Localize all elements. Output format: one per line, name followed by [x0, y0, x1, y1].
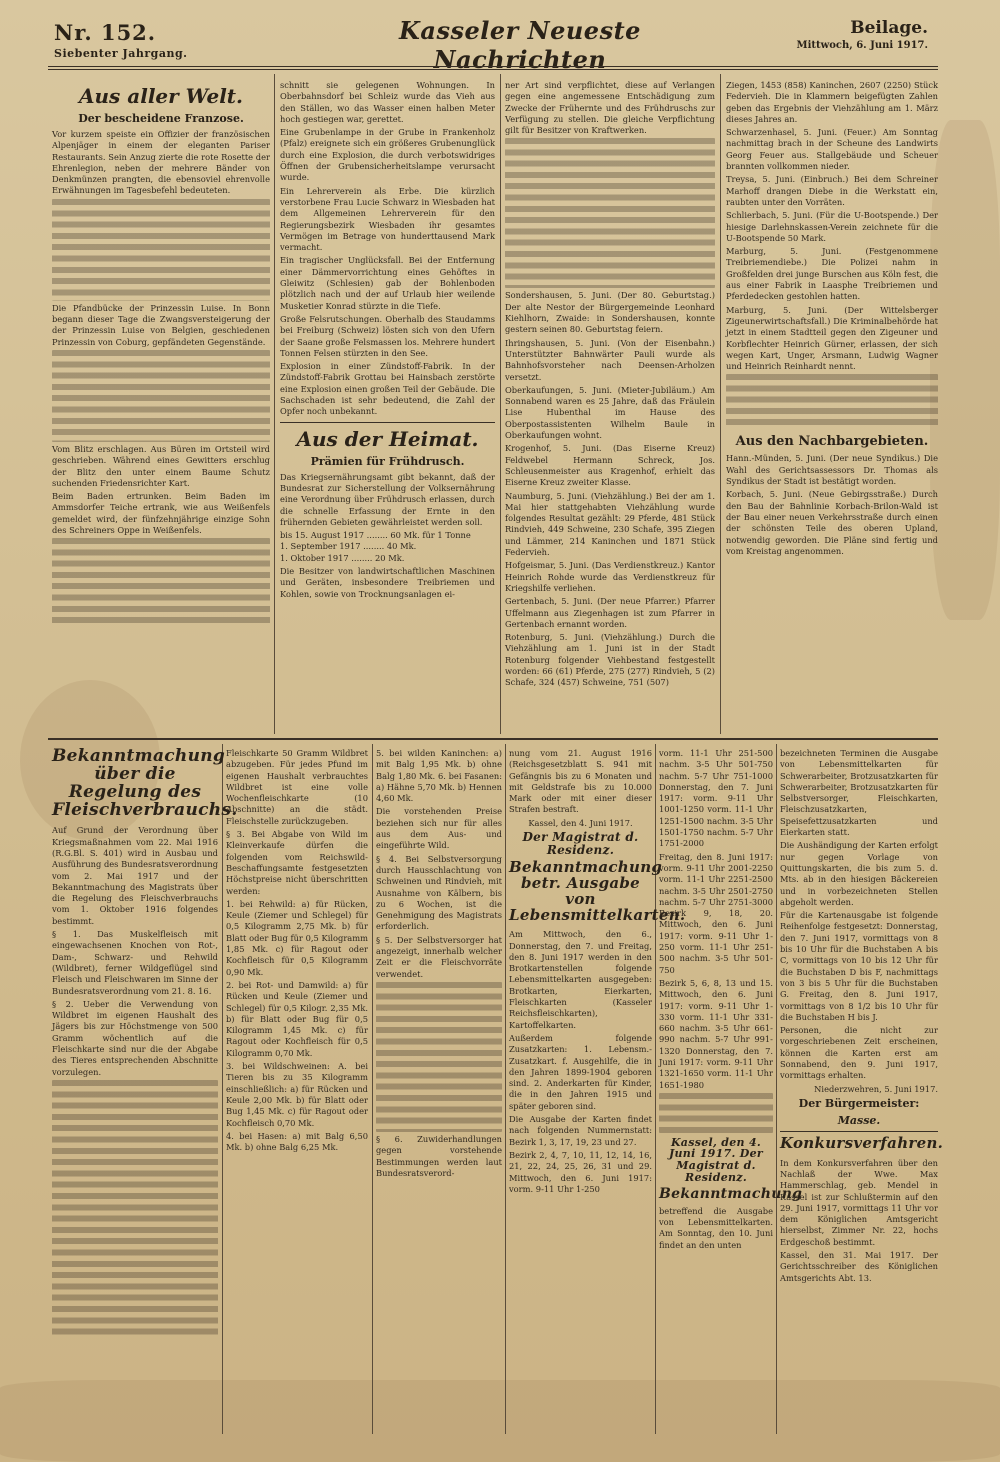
signature: Der Magistrat d. Residenz. [522, 830, 639, 857]
notice-text: § 2. Ueber die Verwendung von Wildbret im eigenen Haushalt des Jägers bis zur Höchstmenge von 500 Gramm wöchentlich auf die Fleischkarte sind nur die der Abgabe des Tieres entsprechenden Abschnitte vorzulegen. [52, 998, 218, 1077]
article-text: Das Kriegsernährungsamt gibt bekannt, daß der Bundesrat zur Sicherstellung der Volksernährung eine Verordnung über Frühdrusch erlassen, durch die schnelle Erfassung der Ernte in den frühernden Gebieten gewährleistet werden soll. [280, 471, 495, 527]
article-text: Ein Lehrerverein als Erbe. Die kürzlich verstorbene Frau Lucie Schwarz in Wiesbaden hat dem Allgemeinen Lehrerverein für den Regierungsbezirk Wiesbaden ihr gesamtes Vermögen im Betrage von hunderttausend Mark vermacht. [280, 185, 495, 253]
notice-date: Niederzwehren, 5. Juni 1917. [814, 1083, 938, 1094]
section-rule [280, 422, 495, 423]
issue-block [54, 20, 187, 60]
notice-text: Die Aushändigung der Karten erfolgt nur gegen Vorlage von Quittungskarten, die bis zum 5. d. Mts. ab in den hiesigen Bäckereien und in vorbezeichneten Stellen abgeholt werden. [780, 840, 938, 907]
article-text: Korbach, 5. Juni. (Neue Gebirgsstraße.) Durch den Bau der Bahnlinie Korbach-Brilon-Wald ist der Bau einer neuen Verkehrsstraße durch einen der schönsten Teile des oberen Upland, notwendig geworden. Die Pläne sind fertig und vom Kreistag angenommen. [726, 489, 938, 556]
notice-text: Für die Kartenausgabe ist folgende Reihenfolge festgesetzt: Donnerstag, den 7. Juni 1917, vormittags von 8 bis 10 Uhr für die Buchstaben A bis C, vormittags von 10 bis 12 Uhr für die Buchstaben D bis F, nachmittags von 3 bis 5 Uhr für die Buchstaben G. Freitag, den 8. Juni 1917, vormittags von 8 1/2 bis 10 Uhr für die Buchstaben H bis J. [780, 910, 938, 1022]
article-text: Eine Grubenlampe in der Grube in Frankenholz (Pfalz) ereignete sich ein größeres Grubenunglück durch eine Explosion, die durch verbotswidriges Öffnen der Grubensicherheitslampe verursacht wurde. [280, 127, 495, 183]
schedule-text: Bezirk 5, 6, 8, 13 und 15. Mittwoch, den 6. Juni 1917: vorm. 9-11 Uhr 1-330 vorm. 11-1 Uhr 331-660 nachm. 3-5 Uhr 661-990 nachm. 5-7 Uhr 991-1320 Donnerstag, den 7. Juni 1917: vorm. 9-11 Uhr 1321-1650 vorm. 11-1 Uhr 1651-1980 [659, 977, 773, 1090]
article-text: Marburg, 5. Juni. (Festgenommene Treibriemendiebe.) Die Polizei nahm in Großfelden drei junge Burschen aus Köln fest, die aus einer Fabrik in Laasphe Treibriemen und Pferdedecken gestohlen hatten. [726, 246, 938, 302]
article-text: Schwarzenhasel, 5. Juni. (Feuer.) Am Sonntag nachmittag brach in der Scheune des Landwirts Georg Feuer aus. Stallgebäude und Scheuer brannten vollkommen nieder. [726, 127, 938, 172]
volume-label: Siebenter Jahrgang. [54, 47, 188, 60]
notice-text: In dem Konkursverfahren über den Nachlaß der Wwe. Max Hammerschlag, geb. Mendel in Kassel ist zur Schlußtermin auf den 29. Juni 1917, vormittags 11 Uhr vor dem Königlichen Amtsgericht hierselbst, Zimmer Nr. 22, hochs Erdgeschoß bestimmt. [780, 1157, 938, 1247]
column-aus-aller-welt [52, 84, 270, 734]
signature: Kassel, den 4. Juni 1917. Der Magistrat d. Residenz. [668, 1135, 763, 1184]
article-text: Große Felsrutschungen. Oberhalb des Staudamms bei Freiburg (Schweiz) lösten sich von den Ufern der Saane große Felsmassen los. Mehrere hundert Tonnen Felsen stürzten in den See. [280, 313, 495, 358]
section-heading: Aus aller Welt. [78, 84, 243, 108]
notice-schedule [659, 748, 803, 1438]
notice-text: Kassel, den 31. Mai 1917. Der Gerichtsschreiber des Königlichen Amtsgerichts Abt. 13. [780, 1250, 938, 1283]
notice-text: Auf Grund der Verordnung über Kriegsmaßnahmen vom 22. Mai 1916 (R.G.Bl. S. 401) wird in Ausbau und Ausführung des Bundesratsverordnung vom 2. Mai 1917 und der Bekanntmachung des Magistrats über die Regelung des Fleischverbrauchs vom 1. Oktober 1916 folgendes bestimmt. [52, 825, 219, 926]
schedule-text: vorm. 11-1 Uhr 251-500 nachm. 3-5 Uhr 501-750 nachm. 5-7 Uhr 751-1000 Donnerstag, den 7. Juni 1917: vorm. 9-11 Uhr 1001-1250 vorm. 11-1 Uhr 1251-1500 nachm. 3-5 Uhr 1501-1750 nachm. 5-7 Uhr 1751-2000 [659, 748, 773, 849]
article-text: Treysa, 5. Juni. (Einbruch.) Bei dem Schreiner Marhoff drangen Diebe in die Werkstatt ein, raubten unter den Vorräten. [726, 174, 938, 207]
notice-date: Kassel, den 4. Juni 1917. [528, 817, 633, 828]
notice-game-prices [376, 748, 502, 1438]
notice-meat-prices [226, 748, 368, 1438]
notice-text: § 1. Das Muskelfleisch mit eingewachsenen Knochen von Rot-, Dam-, Schwarz- und Rehwild (Wildbret), ferner Wildgeflügel sind Fleisch und Fleischwaren im Sinne der Bundesratsverordnung vom 21. 8. 16. [52, 929, 218, 996]
column-news-4 [726, 80, 938, 735]
issue-number: Nr. 152. [54, 20, 157, 45]
signature: Der Bürgermeister: [798, 1096, 920, 1110]
price-list: 5. bei wilden Kaninchen: a) mit Balg 1,95 Mk. b) ohne Balg 1,80 Mk. 6. bei Fasanen: a) Hähne 5,70 Mk. b) Hennen 4,60 Mk. [376, 748, 502, 804]
text-block [505, 138, 715, 288]
column-divider [222, 744, 223, 1434]
price-list: 3. bei Wildschweinen: A. bei Tieren bis zu 35 Kilogramm einschließlich: a) für Rücken und Keule 2,00 Mk. b) für Blatt oder Bug 1,45 Mk. c) für Ragout oder Kochfleisch 0,70 Mk. [226, 1061, 368, 1128]
article-text: Explosion in einer Zündstoff-Fabrik. In der Zündstoff-Fabrik Grottau bei Hainsbach zerstörte eine Explosion einen großen Teil der Gebäude. Die Sachschaden ist sehr bedeutend, die Zahl der Opfer noch unbekannt. [280, 361, 495, 417]
notice-heading: Bekanntmachung über die Regelung des Fleischverbrauchs. [52, 746, 238, 820]
column-news-2 [280, 80, 495, 735]
notice-text: bezeichneten Terminen die Ausgabe von Lebensmittelkarten für Schwerarbeiter, Brotzusatzkarten für Schwerarbeiter, Brotzusatzkarten für Selbstversorger, Fleischkarten, Fleischzusatzkarten, Speisefettzusatzkarten und Eierkarten statt. [780, 748, 938, 838]
premium-rate: 1. September 1917 ........ 40 Mk. [280, 541, 417, 552]
text-block [726, 374, 938, 430]
column-divider [500, 74, 501, 734]
paper-stain [930, 120, 1000, 620]
article-text: Ziegen, 1453 (858) Kaninchen, 2607 (2250) Stück Federvieh. Die in Klammern beigefügten Zahlen geben das Ergebnis der Viehzählung am 1. März dieses Jahres an. [726, 80, 938, 124]
price-list: 4. bei Hasen: a) mit Balg 6,50 Mk. b) ohne Balg 6,25 Mk. [226, 1130, 368, 1153]
masthead-rule-thin [48, 69, 938, 70]
notice-heading: Bekanntmachung [659, 1186, 803, 1203]
notice-text: § 3. Bei Abgabe von Wild im Kleinverkaufe dürfen die folgenden vom Reichswild-Beschaffungsamte festgesetzten Höchstpreise nicht überschritten werden: [226, 829, 368, 896]
column-news-3 [505, 80, 715, 735]
article-text: Ihringshausen, 5. Juni. (Von der Eisenbahn.) Unterstützter Bahnwärter Pauli wurde als Bahnhofsvorsteher nach Deensen-Arholzen versetzt. [505, 337, 715, 382]
article-text: Naumburg, 5. Juni. (Viehzählung.) Bei der am 1. Mai hier stattgehabten Viehzählung wurde folgendes Resultat gezählt: 29 Pferde, 481 Stück Rindvieh, 449 Schweine, 230 Schafe, 395 Ziegen und Lämmer, 214 Kaninchen und 1871 Stück Federvieh. [505, 490, 715, 558]
column-divider [372, 744, 373, 1434]
newspaper-title: Kasseler Neueste Nachrichten [399, 16, 641, 74]
text-block [52, 350, 270, 442]
premium-rate: bis 15. August 1917 ........ 60 Mk. für 1 Tonne [280, 530, 471, 541]
masthead [0, 0, 1000, 74]
notice-text: § 5. Der Selbstversorger hat angezeigt, innerhalb welcher Zeit er die Fleischvorräte verwendet. [376, 934, 502, 979]
schedule-text: Freitag, den 8. Juni 1917: vorm. 9-11 Uhr 2001-2250 vorm. 11-1 Uhr 2251-2500 nachm. 3-5 Uhr 2501-2750 nachm. 5-7 Uhr 2751-3000 Bezirk 9, 18, 20. Mittwoch, den 6. Juni 1917: vorm. 9-11 Uhr 1-250 vorm. 11-1 Uhr 251-500 nachm. 3-5 Uhr 501-750 [659, 851, 773, 975]
article-heading: Prämien für Frühdrusch. [310, 454, 465, 468]
article-heading: Der bescheidene Franzose. [78, 112, 244, 125]
supplement-label: Beilage. [850, 18, 928, 38]
article-text: Schlierbach, 5. Juni. (Für die U-Bootspende.) Der hiesige Darlehnskassen-Verein zeichnete für die U-Bootspende 50 Mark. [726, 210, 938, 243]
notice-worker-cards [780, 748, 944, 1438]
article-text: schnitt sie gelegenen Wohnungen. In Oberbahnsdorf bei Schleiz wurde das Vieh aus den Ställen, wo das Wasser einen halben Meter hoch gestiegen war, gerettet. [280, 80, 495, 124]
edition-block [797, 18, 929, 51]
article-text: Die Pfandbücke der Prinzessin Luise. In Bonn begann dieser Tage die Zwangsversteigerung der der Prinzessin Luise von Belgien, geschiedenen Prinzessin von Coburg, gepfändeten Gegenstände. [52, 302, 270, 347]
article-text: Sondershausen, 5. Juni. (Der 80. Geburtstag.) Der alte Nestor der Bürgergemeinde Leonhard Kiehlhorn, Zwaide: in Sondershausen, konnte gestern seinen 80. Geburtstag feiern. [505, 290, 715, 335]
notice-text: Am Mittwoch, den 6., Donnerstag, den 7. und Freitag, den 8. Juni 1917 werden in den Brotkartenstellen folgende Lebensmittelkarten ausgegeben: Brotkarten, Eierkarten, Fleischkarten (Kasseler Reichsfleischkarten), Kartoffelkarten. [509, 929, 652, 1030]
article-text: Vom Blitz erschlagen. Aus Büren im Ortsteil wird geschrieben. Während eines Gewitters erschlug der Blitz den unter einem Baume Schutz suchenden Friedensrichter Kart. [52, 443, 270, 488]
article-text: Beim Baden ertrunken. Beim Baden im Ammsdorfer Teiche ertrank, wie aus Weißenfels gemeldet wird, der fünfzehnjährige einzige Sohn des Schreiners Oppe in Weißenfels. [52, 491, 270, 536]
masthead-rule [48, 66, 938, 67]
text-block [52, 199, 270, 301]
notice-text: § 6. Zuwiderhandlungen gegen vorstehende Bestimmungen werden laut Bundesratsverord- [376, 1133, 502, 1178]
column-divider [776, 744, 777, 1434]
notice-heading: Bekanntmachung betr. Ausgabe von Lebensmittelkarten. [509, 858, 686, 924]
column-divider [655, 744, 656, 1434]
notice-heading: Konkursverfahren. [780, 1133, 944, 1152]
notice-text: Fleischkarte 50 Gramm Wildbret abzugeben. Für jedes Pfund im eigenen Haushalt verbrauchtes Wildbret ist eine volle Wochenfleischkarte (10 Abschnitte) an die städt. Fleischstelle zurückzugeben. [226, 748, 368, 826]
text-block [376, 982, 502, 1132]
column-divider [505, 744, 506, 1434]
signature-name: Masse. [837, 1113, 881, 1127]
section-heading: Aus der Heimat. [296, 426, 479, 451]
issue-date: Mittwoch, 6. Juni 1917. [796, 40, 928, 51]
article-text: Rotenburg, 5. Juni. (Viehzählung.) Durch die Viehzählung am 1. Juni ist in der Stadt Rotenburg folgender Viehbestand festgestellt worden: 66 (61) Pferde, 275 (277) Rindvieh, 5 (2) Schafe, 324 (457) Schweine, 751 (507) [505, 632, 715, 688]
article-text: Oberkaufungen, 5. Juni. (Mieter-Jubiläum.) Am Sonnabend waren es 25 Jahre, daß das Fräulein Lise Hubenthal im Hause des Oberpostassistenten Wilhelm Baule in Oberkaufungen wohnt. [505, 384, 715, 441]
notice-text: Bezirk 2, 4, 7, 10, 11, 12, 14, 16, 21, 22, 24, 25, 26, 31 und 29. Mittwoch, den 6. Juni 1917: vorm. 9-11 Uhr 1-250 [509, 1149, 652, 1194]
notice-text: § 4. Bei Selbstversorgung durch Hausschlachtung von Schweinen und Rindvieh, mit Ausnahme von Kälbern, bis zu 6 Wochen, ist die Genehmigung des Magistrats erforderlich. [376, 853, 502, 932]
fold-rule [48, 738, 938, 740]
notice-text: nung vom 21. August 1916 (Reichsgesetzblatt S. 941 mit Gefängnis bis zu 6 Monaten und mit Geldstrafe bis zu 10.000 Mark oder mit einer dieser Strafen bestraft. [509, 748, 652, 815]
notice-text: Außerdem folgende Zusatzkarten: 1. Lebensm.-Zusatzkart. f. Ausgehilfe, die in den Jahren 1899-1904 geboren sind. 2. Anderkarten für Kinder, die in den Jahren 1915 und später geboren sind. [509, 1032, 652, 1111]
notice-text: Personen, die nicht zur vorgeschriebenen Zeit erscheinen, können die Karten erst am Sonnabend, den 9. Juni 1917, vormittags erhalten. [780, 1025, 938, 1081]
price-list: 1. bei Rehwild: a) für Rücken, Keule (Ziemer und Schlegel) für 0,5 Kilogramm 2,75 Mk. b) für Blatt oder Bug für 0,5 Kilogramm 1,85 Mk. c) für Ragout oder Kochfleisch für 0,5 Kilogramm 0,90 Mk. [226, 898, 368, 977]
price-list: 2. bei Rot- und Damwild: a) für Rücken und Keule (Ziemer und Schlegel) für 0,5 Kilogr. 2,35 Mk. b) für Blatt oder Bug für 0,5 Kilogramm 1,45 Mk. c) für Ragout oder Kochfleisch für 0,5 Kilogramm 0,70 Mk. [226, 979, 368, 1058]
article-text: ner Art sind verpflichtet, diese auf Verlangen gegen eine angemessene Entschädigung zum Zwecke der Frühernte und des Frühdruschs zur Verfügung zu stellen. Die gleiche Verpflichtung gilt für Besitzer von Kraftwerken. [505, 80, 715, 136]
article-text: Krogenhof, 5. Juni. (Das Eiserne Kreuz) Feldwebel Hermann Schreck, Jos. Schleusenmeister aus Kragenhof, erhielt das Eiserne Kreuz zweiter Klasse. [505, 443, 715, 488]
article-text: Marburg, 5. Juni. (Der Wittelsberger Zigeunerwirtschaftsfall.) Die Kriminalbehörde hat jetzt in einem Stadtteil gegen den Zigeuner und Korbflechter Heinrich Gürner, erlassen, der sich wegen Kart, Unger, Arsmann, Ludwig Wagner und Heinrich Reinhardt nennt. [726, 304, 938, 372]
text-block [52, 1080, 218, 1340]
article-text: Die Besitzer von landwirtschaftlichen Maschinen und Geräten, insbesondere Treibriemen und Kohlen, sowie von Trocknungsanlagen ei- [280, 565, 495, 599]
text-block [52, 538, 270, 628]
premium-rate: 1. Oktober 1917 ........ 20 Mk. [280, 552, 405, 563]
article-text: Gertenbach, 5. Juni. (Der neue Pfarrer.) Pfarrer Uffelmann aus Ziegenhagen ist zum Pfarrer in Gertenbach ernannt worden. [505, 596, 715, 629]
column-divider [274, 74, 275, 734]
notice-text: Die vorstehenden Preise beziehen sich nur für alles aus dem Aus- und eingeführte Wild. [376, 806, 502, 851]
notice-meat-regulation [52, 746, 238, 1438]
article-text: Hann.-Münden, 5. Juni. (Der neue Syndikus.) Die Wahl des Gerichtsassessors Dr. Thomas als Syndikus der Stadt ist bestätigt worden. [726, 453, 938, 487]
article-text: Hofgeismar, 5. Juni. (Das Verdienstkreuz.) Kantor Heinrich Rohde wurde das Verdienstkreuz für Kriegshilfe verliehen. [505, 560, 715, 593]
article-text: Vor kurzem speiste ein Offizier der französischen Alpenjäger in einem der eleganten Pariser Restaurants. Sein Anzug zierte die rote Rosette der Ehrenlegion, neben der mehrere Bänder von Denkmünzen prangten, die ebensoviel ehrenvolle Erwähnungen im Tagesbefehl bedeuteten. [52, 129, 270, 196]
article-text: Ein tragischer Unglücksfall. Bei der Entfernung einer Dämmervorrichtung eines Gehöftes in Gleiwitz (Schlesien) gab der Bohlenboden plötzlich nach und der auf Urlaub hier weilende Musketier Konrad stürzte in die Tiefe. [280, 255, 495, 311]
section-heading: Aus den Nachbargebieten. [735, 434, 929, 450]
notice-ration-cards [509, 748, 686, 1438]
notice-text: Die Ausgabe der Karten findet nach folgenden Nummernstatt: Bezirk 1, 3, 17, 19, 23 und 27. [509, 1114, 652, 1147]
notice-text: betreffend die Ausgabe von Lebensmittelkarten. Am Sonntag, den 10. Juni findet an den unten [659, 1205, 773, 1250]
text-block [659, 1093, 773, 1133]
section-rule [780, 1131, 938, 1132]
column-divider [720, 74, 721, 734]
